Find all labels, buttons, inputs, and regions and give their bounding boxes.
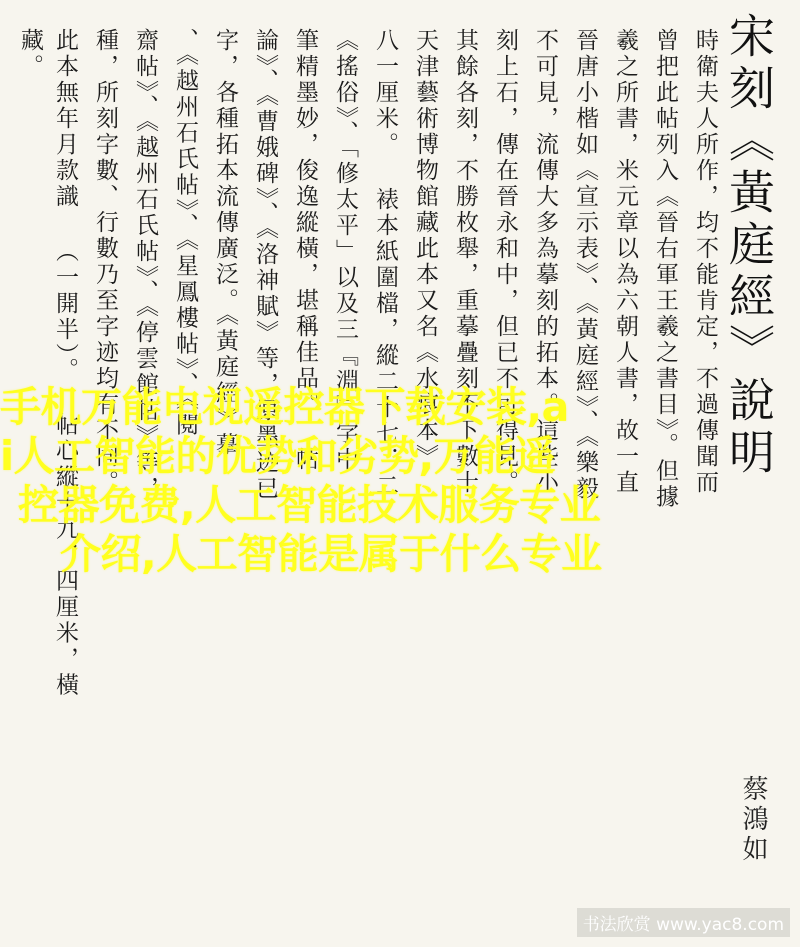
text-column-10: 《搖俗》、「修太平」以及三『淵』字中 [332, 28, 358, 473]
text-column-13: 字，各種拓本流傳廣泛。《黃庭經》摹 [212, 28, 238, 459]
text-column-6: 刻上石，傳在晉永和中，但已不可得見。 [492, 28, 518, 496]
author-name: 蔡鴻如 [738, 775, 768, 865]
text-column-11: 筆精墨妙，俊逸縱橫，堪稱佳品。 帖 [292, 28, 318, 473]
ad-overlay-line-4: 介绍,人工智能是属于什么专业 [60, 530, 602, 578]
page-title: 宋刻《黃庭經》說明 [722, 12, 776, 480]
ad-overlay-line-2: i人工智能的优势和劣势,万能遥 [0, 432, 556, 480]
text-column-4: 晉唐小楷如《宣示表》、《黃庭經》、《樂毅 [572, 28, 598, 502]
text-column-15: 齋帖》、《越州石氏帖》、《停雲館帖》等， [132, 28, 158, 502]
text-column-16: 種，所刻字數、行數乃至字迹均有不同。 [92, 28, 118, 496]
text-column-12: 論》、《曹娥碑》、《洛神賦》等，原墨迹已 [252, 28, 278, 502]
text-column-8: 天津藝術博物館藏此本又名《水痕本》 [412, 28, 438, 470]
ad-overlay-line-3: 控器免费,人工智能技术服务专业 [18, 481, 601, 529]
text-column-5: 不可見，流傳大多為摹刻的拓本。這些小 [532, 28, 558, 496]
ad-overlay [0, 383, 800, 579]
ad-overlay-line-1: 手机万能电视遥控器下载安装,a [0, 383, 569, 431]
text-column-9: 八一厘米。 裱本紙圍檔，縱二十七．二 [372, 28, 398, 499]
text-column-17: 此本無年月款識 （一開半）。 帖心縱十九．四厘米，橫 [52, 28, 78, 699]
text-column-2: 曾把此帖列入《晉右軍王羲之書目》。但據 [652, 28, 678, 511]
text-column-1: 時衛夫人所作，均不能肯定，不過傳聞而 [692, 28, 718, 496]
text-column-3: 羲之所書，米元章以為六朝人書，故一直 [612, 28, 638, 496]
text-column-7: 其餘各刻，不勝枚舉，重摹疊刻不下數十 [452, 28, 478, 496]
text-column-14: 、《越州石氏帖》、《星鳳樓帖》、《閱 [172, 28, 198, 439]
site-watermark: 书法欣赏 www.yac8.com [577, 908, 790, 937]
text-column-18: 藏。 [17, 28, 43, 80]
